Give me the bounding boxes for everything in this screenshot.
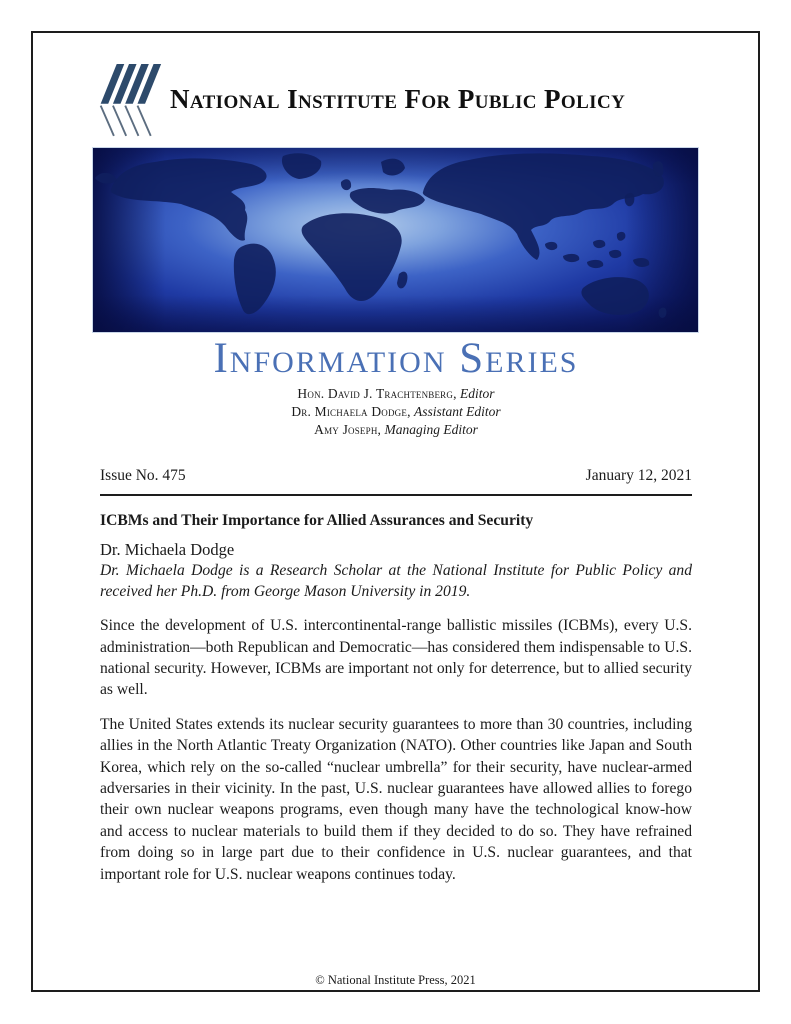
editor-role: Managing Editor xyxy=(384,422,478,438)
author-bio: Dr. Michaela Dodge is a Research Scholar at the National Institute for Public Policy and received her Ph.D. from George Mason University in 2019. xyxy=(100,562,692,601)
org-header xyxy=(95,57,692,141)
body-paragraph: Since the development of U.S. intercontinental-range ballistic missiles (ICBMs), every U.S. administration—both Republican and Democratic—has considered them indispensable to U.S. national security. However, ICBMs are important not only for deterrence, but to allied security as well. xyxy=(100,617,692,699)
series-title: Information Series xyxy=(213,335,579,382)
page-content xyxy=(33,57,758,1014)
author-name: Dr. Michaela Dodge xyxy=(100,540,235,560)
editor-name: Amy Joseph, xyxy=(314,422,382,438)
article-title: ICBMs and Their Importance for Allied Assurances and Security xyxy=(100,512,534,530)
editors-list xyxy=(100,385,692,439)
document-page xyxy=(31,31,760,992)
body-paragraph: The United States extends its nuclear security guarantees to more than 30 countries, including allies in the North Atlantic Treaty Organization (NATO). Other countries like Japan and South Korea, which rely on the so-called “nuclear umbrella” for their security, have nuclear-armed adversaries in their vicinity. In the past, U.S. nuclear guarantees have allowed allies to forego their own nuclear weapons programs, even though many have the technological know-how and access to nuclear materials to build them if they decided to do so. They have refrained from doing so in large part due to their confidence in U.S. nuclear guarantees, and that important role for U.S. nuclear weapons continues today. xyxy=(100,715,692,883)
org-name: National Institute For Public Policy xyxy=(170,83,626,114)
editor-line xyxy=(100,385,692,403)
editor-role: Editor xyxy=(460,386,495,402)
editor-name: Hon. David J. Trachtenberg, xyxy=(297,386,457,402)
editor-line xyxy=(100,421,692,439)
issue-date: January 12, 2021 xyxy=(585,467,692,485)
editor-line xyxy=(100,403,692,421)
world-map-banner xyxy=(92,147,699,333)
issue-row xyxy=(100,467,692,485)
divider-rule xyxy=(100,494,692,496)
issue-number: Issue No. 475 xyxy=(100,467,186,485)
nipp-logo-icon xyxy=(95,57,163,141)
footer-copyright: © National Institute Press, 2021 xyxy=(315,973,476,987)
article xyxy=(100,512,692,885)
editor-name: Dr. Michaela Dodge, xyxy=(291,404,411,420)
page-footer xyxy=(33,973,758,988)
editor-role: Assistant Editor xyxy=(414,404,501,420)
world-map-image xyxy=(93,148,698,332)
